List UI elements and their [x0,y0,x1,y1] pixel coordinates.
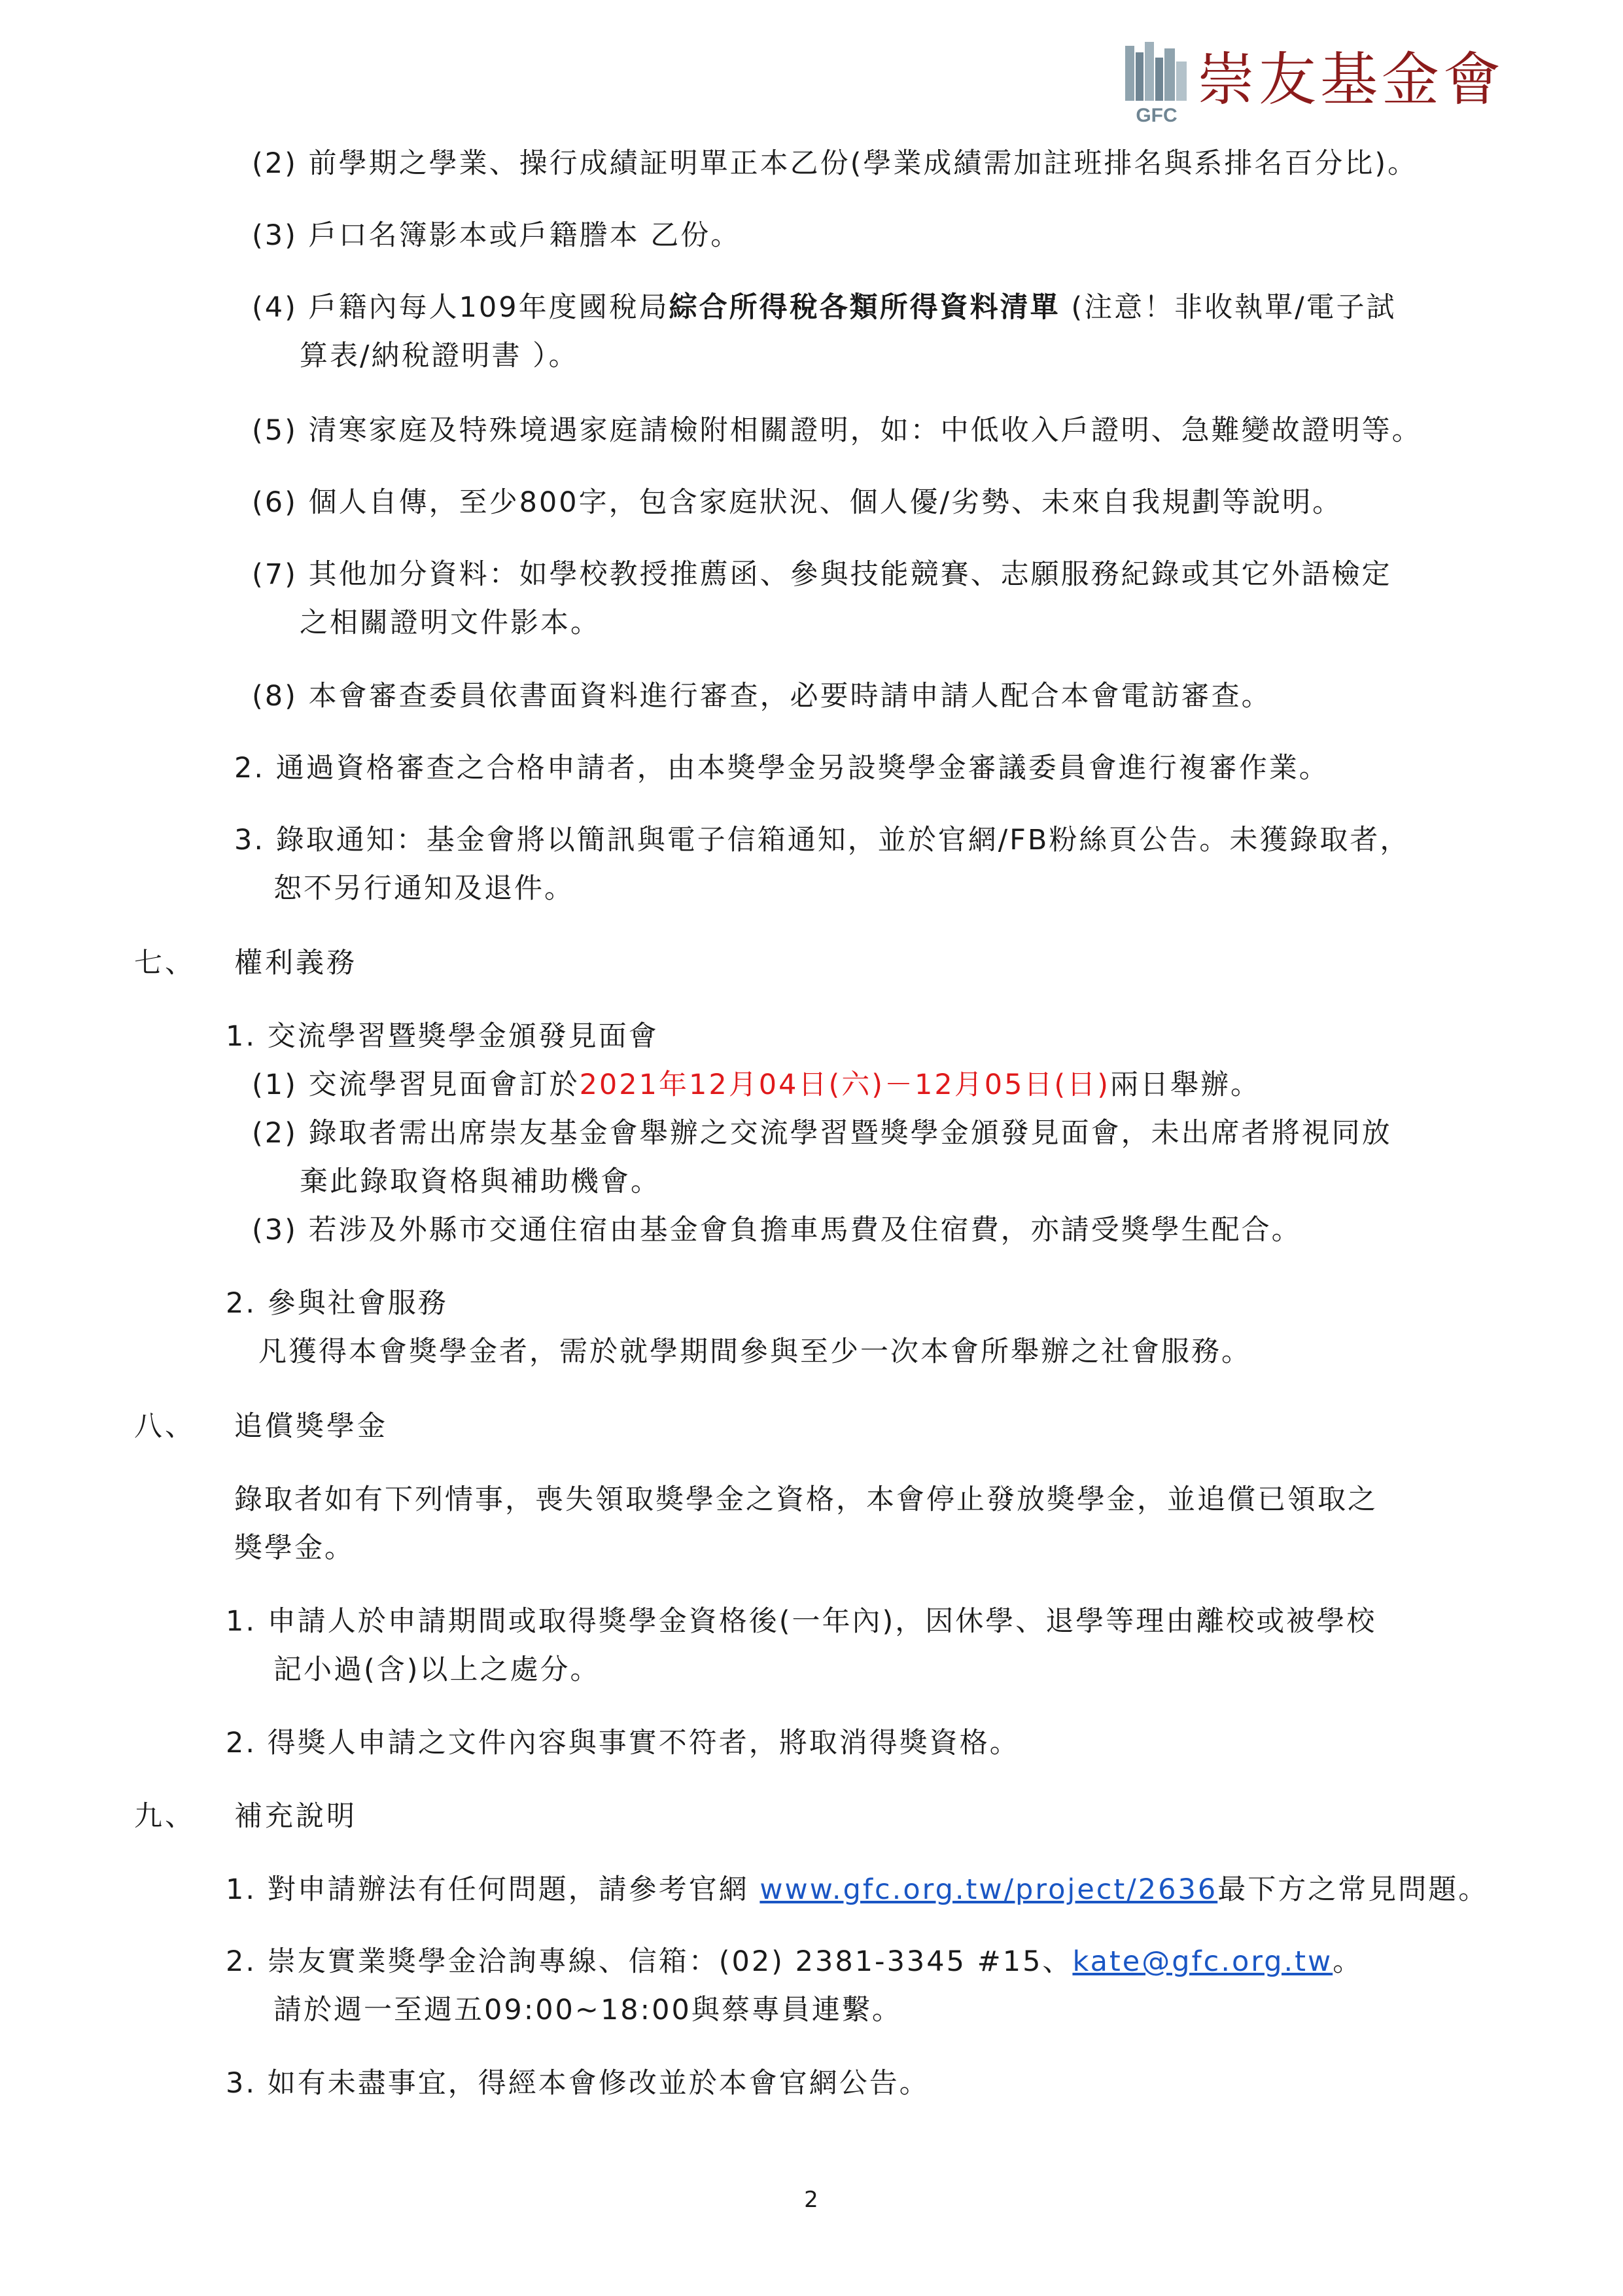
subitem-1-suffix: 兩日舉辦。 [1109,1069,1261,1101]
section-8-intro-line2: 獎學金。 [234,1532,355,1564]
section-9-title: 補充說明 [234,1800,357,1833]
section-7-item-2-service: 2. 參與社會服務 [226,1287,448,1320]
item-4-note: (注意！非收執單/電子試 [1060,291,1397,324]
section-7-subitem-2-line1: (2) 錄取者需出席崇友基金會舉辦之交流學習暨獎學金頒發見面會，未出席者將視同放 [252,1117,1392,1150]
section-9-item-2-suffix: 。 [1333,1945,1363,1978]
item-2-transcript: (2) 前學期之學業、操行成績証明單正本乙份(學業成績需加註班排名與系排名百分比)。 [252,147,1418,180]
section-7-subitem-2-line2: 棄此錄取資格與補助機會。 [300,1165,661,1198]
gfc-building-icon [1124,38,1189,126]
section-9-number: 九、 [134,1800,196,1833]
section-7-subitem-3-travel: (3) 若涉及外縣市交通住宿由基金會負擔車馬費及住宿費，亦請受獎學生配合。 [252,1214,1302,1246]
item-8-committee-review: (8) 本會審查委員依書面資料進行審查，必要時請申請人配合本會電訪審查。 [252,680,1272,713]
item-4-bold-text: 綜合所得稅各類所得資料清單 [669,291,1060,324]
section-8-item-1-line1: 1. 申請人於申請期間或取得獎學金資格後(一年內)，因休學、退學等理由離校或被學校 [226,1605,1377,1638]
section-9-item-2-text: 2. 崇友實業獎學金洽詢專線、信箱：(02) 2381-3345 #15、 [226,1945,1073,1978]
item-5-low-income-proof: (5) 清寒家庭及特殊境遇家庭請檢附相關證明，如：中低收入戶證明、急難變故證明等。 [252,414,1422,447]
section-9-item-2-line1 [226,1943,1363,1980]
numbered-3-notification-line2: 恕不另行通知及退件。 [273,872,574,905]
section-8-number: 八、 [134,1410,196,1443]
section-7-subitem-1-date [252,1067,1261,1103]
section-9-item-2-line2: 請於週一至週五09:00~18:00與蔡專員連繫。 [273,1994,902,2026]
section-7-title: 權利義務 [234,947,357,980]
item-7-bonus-documents-line1: (7) 其他加分資料：如學校教授推薦函、參與技能競賽、志願服務紀錄或其它外語檢定 [252,558,1392,591]
section-9-item-1-suffix: 最下方之常見問題。 [1217,1873,1489,1906]
section-8-title: 追償獎學金 [234,1410,388,1443]
email-link[interactable]: kate@gfc.org.tw [1072,1945,1333,1978]
section-7-number: 七、 [134,947,196,980]
section-9-item-1-text: 1. 對申請辦法有任何問題，請參考官網 [226,1873,760,1906]
section-9-item-1 [226,1871,1488,1908]
section-8-item-1-line2: 記小過(含)以上之處分。 [273,1653,601,1686]
item-4-tax-list-line1 [252,289,1397,326]
page-number: 2 [804,2187,818,2213]
website-link[interactable]: www.gfc.org.tw/project/2636 [759,1873,1218,1906]
subitem-1-text: (1) 交流學習見面會訂於 [252,1069,580,1101]
item-6-autobiography: (6) 個人自傳，至少800字，包含家庭狀況、個人優/劣勢、未來自我規劃等說明。 [252,486,1343,519]
section-8-intro-line1: 錄取者如有下列情事，喪失領取獎學金之資格，本會停止發放獎學金，並追償已領取之 [234,1483,1378,1516]
numbered-3-notification-line1: 3. 錄取通知：基金會將以簡訊與電子信箱通知，並於官網/FB粉絲頁公告。未獲錄取者， [234,824,1410,857]
header-logo [1124,38,1505,126]
section-8-item-2: 2. 得獎人申請之文件內容與事實不符者，將取消得獎資格。 [226,1727,1020,1759]
item-4-text: (4) 戶籍內每人109年度國稅局 [252,291,669,324]
meeting-date-highlight: 2021年12月04日(六)－12月05日(日) [579,1069,1110,1101]
numbered-2-second-review: 2. 通過資格審查之合格申請者，由本獎學金另設獎學金審議委員會進行複審作業。 [234,752,1329,785]
item-3-household-register: (3) 戶口名簿影本或戶籍謄本 乙份。 [252,219,741,252]
section-7-item-2-body: 凡獲得本會獎學金者，需於就學期間參與至少一次本會所舉辦之社會服務。 [258,1335,1251,1368]
section-9-item-3: 3. 如有未盡事宜，得經本會修改並於本會官網公告。 [226,2067,930,2100]
section-7-item-1-meeting: 1. 交流學習暨獎學金頒發見面會 [226,1020,659,1053]
logo-text: 崇友基金會 [1197,46,1505,113]
logo-mark-text: GFC [1136,105,1178,126]
item-7-bonus-documents-line2: 之相關證明文件影本。 [300,607,601,639]
item-4-tax-list-line2: 算表/納稅證明書 ）。 [300,340,579,372]
